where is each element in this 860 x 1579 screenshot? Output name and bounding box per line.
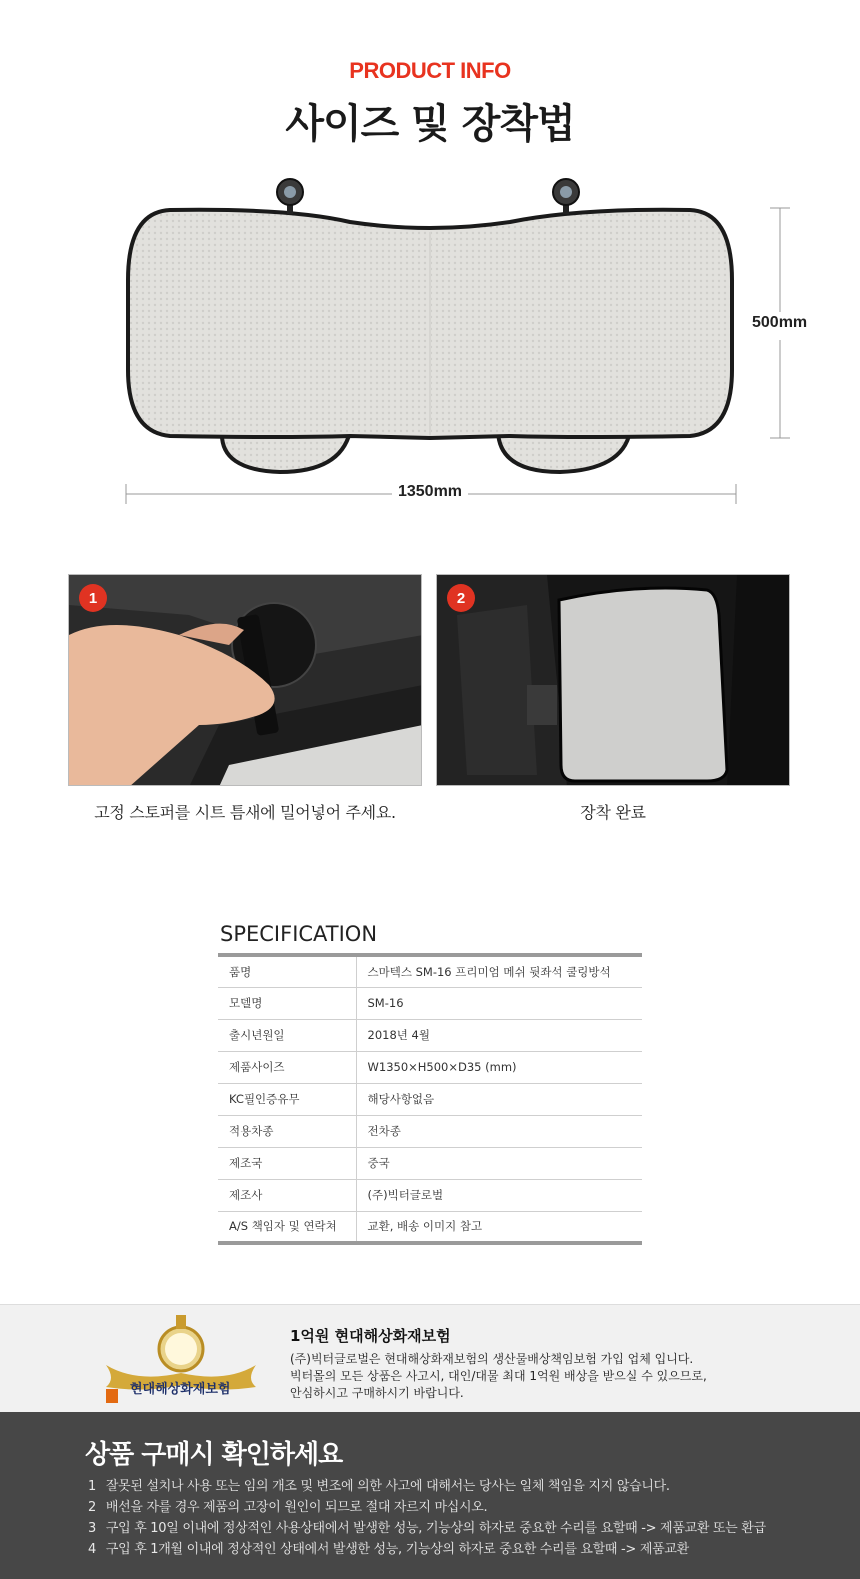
spec-value: 스마텍스 SM-16 프리미엄 메쉬 뒷좌석 쿨링방석 <box>367 964 611 979</box>
spec-key: 모델명 <box>218 987 356 1019</box>
spec-key: 적용차종 <box>218 1115 356 1147</box>
step-2-caption: 장착 완료 <box>580 803 646 822</box>
eyebrow-label: PRODUCT INFO <box>349 58 511 83</box>
spec-value: 전차종 <box>367 1124 401 1138</box>
purchase-notice <box>0 1412 860 1579</box>
list-item <box>88 1497 766 1518</box>
spec-key: 제조사 <box>218 1179 356 1211</box>
step-badge-2: 2 <box>447 584 475 612</box>
list-item <box>88 1476 766 1497</box>
seat-cushion-illustration <box>110 170 750 490</box>
insurance-description <box>290 1351 707 1402</box>
spec-key: KC필인증유무 <box>218 1083 356 1115</box>
table-row <box>218 1211 642 1243</box>
insurance-line: (주)빅터글로벌은 현대해상화재보험의 생산물배상책임보험 가입 업체 입니다. <box>290 1352 694 1366</box>
width-dimension-label: 1350mm <box>397 483 463 500</box>
spec-value: SM-16 <box>367 996 404 1010</box>
notice-title: 상품 구매시 확인하세요 <box>85 1440 343 1470</box>
insurance-title: 1억원 현대해상화재보험 <box>290 1327 451 1345</box>
specification-title: SPECIFICATION <box>220 922 378 946</box>
insurance-line: 빅터몰의 모든 상품은 사고시, 대인/대물 최대 1억원 배상을 받으실 수 있으므로, <box>290 1369 707 1383</box>
spec-value: 중국 <box>367 1156 390 1170</box>
spec-value: 2018년 4월 <box>367 1028 430 1042</box>
table-row <box>218 1019 642 1051</box>
table-row <box>218 955 642 987</box>
insurance-banner <box>0 1304 860 1412</box>
spec-value: 교환, 배송 이미지 참고 <box>367 1219 483 1234</box>
insurance-logo-brand: 현대해상화재보험 <box>130 1382 231 1397</box>
spec-key: 품명 <box>218 955 356 987</box>
notice-text: 구입 후 1개월 이내에 정상적인 상태에서 발생한 성능, 기능상의 하자로 중요한 수리를 요할때 -> 제품교환 <box>105 1542 689 1557</box>
spec-value: W1350×H500×D35 (mm) <box>367 1060 517 1074</box>
specification-table <box>218 953 642 1245</box>
page-title: 사이즈 및 장착법 <box>285 101 575 147</box>
table-row <box>218 1147 642 1179</box>
table-row <box>218 1051 642 1083</box>
notice-text: 구입 후 10일 이내에 정상적인 사용상태에서 발생한 성능, 기능상의 하자로 중요한 수리를 요할때 -> 제품교환 또는 환급 <box>105 1521 766 1536</box>
insurance-line: 안심하시고 구매하시기 바랍니다. <box>290 1386 464 1400</box>
list-item <box>88 1539 766 1560</box>
install-step-1-photo <box>68 574 422 786</box>
spec-value: 해당사항없음 <box>367 1092 435 1106</box>
notice-number: 4 <box>88 1542 96 1557</box>
step-1-caption: 고정 스토퍼를 시트 틈새에 밀어넣어 주세요. <box>94 803 396 822</box>
spec-key: 출시년원일 <box>218 1019 356 1051</box>
notice-text: 잘못된 설치나 사용 또는 임의 개조 및 변조에 의한 사고에 대해서는 당사는 일체 책임을 지지 않습니다. <box>105 1479 670 1494</box>
height-dimension-label: 500mm <box>752 314 808 331</box>
table-row <box>218 987 642 1019</box>
table-row <box>218 1083 642 1115</box>
list-item <box>88 1518 766 1539</box>
spec-key: 제조국 <box>218 1147 356 1179</box>
install-step-2-photo <box>436 574 790 786</box>
spec-key: 제품사이즈 <box>218 1051 356 1083</box>
spec-value: (주)빅터글로벌 <box>367 1188 444 1202</box>
table-row <box>218 1179 642 1211</box>
notice-list <box>88 1476 766 1560</box>
step-badge-1: 1 <box>79 584 107 612</box>
notice-number: 2 <box>88 1500 96 1515</box>
page-header <box>0 58 860 149</box>
notice-number: 3 <box>88 1521 96 1536</box>
notice-number: 1 <box>88 1479 96 1494</box>
spec-key: A/S 책임자 및 연락쳐 <box>218 1211 356 1243</box>
notice-text: 배선을 자를 경우 제품의 고장이 원인이 되므로 절대 자르지 마십시오. <box>105 1500 488 1515</box>
table-row <box>218 1115 642 1147</box>
